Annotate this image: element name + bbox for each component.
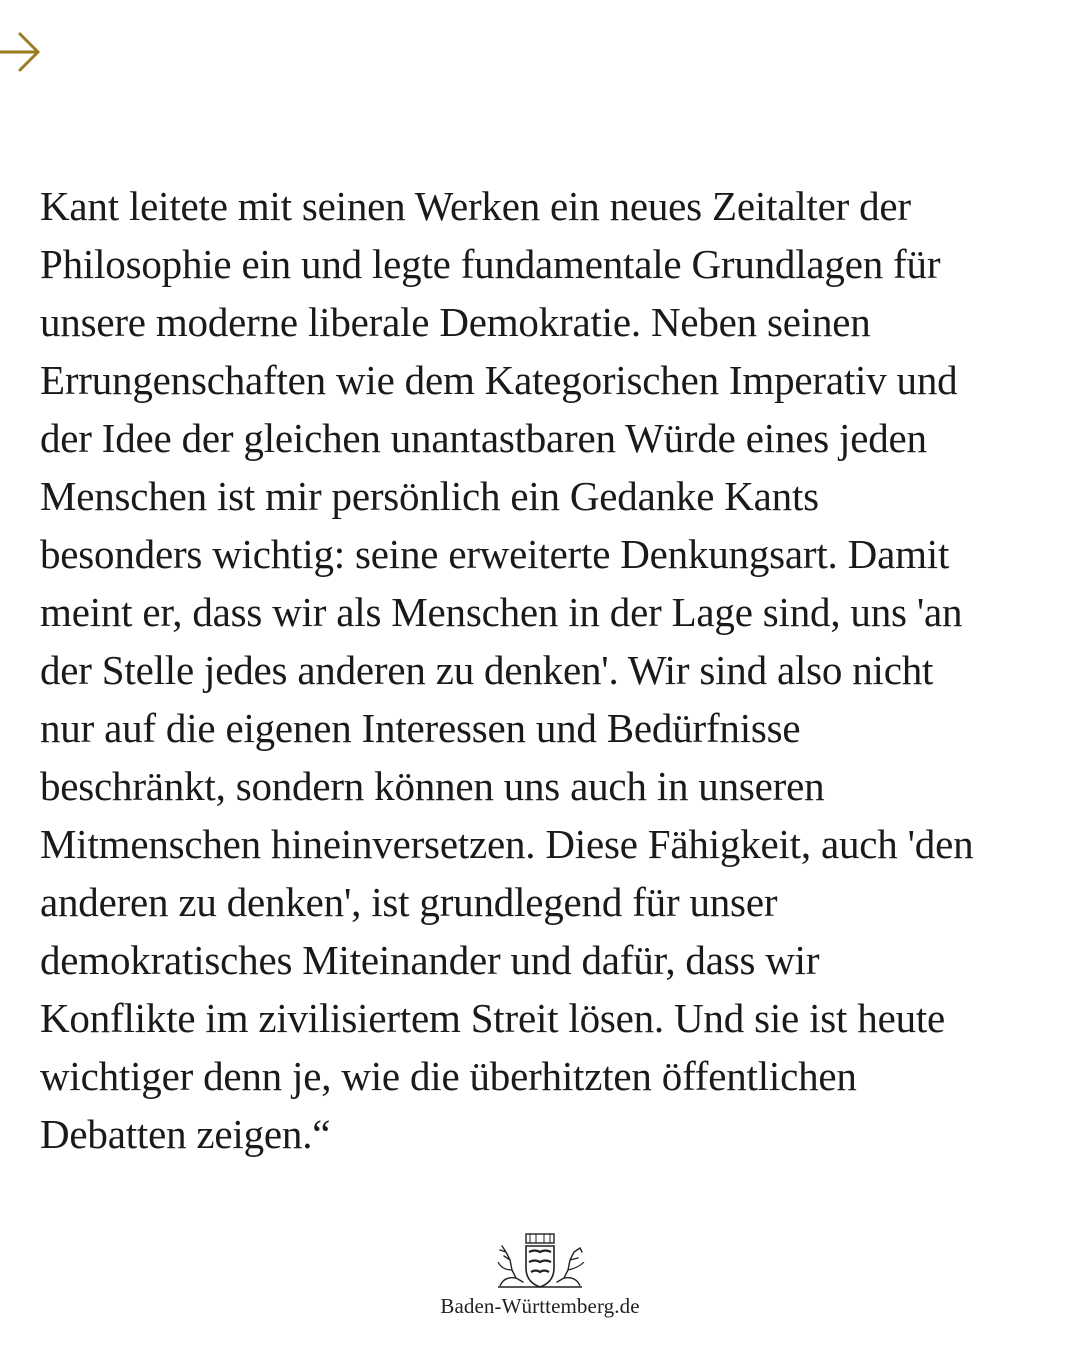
quote-line: unsere moderne liberale Demokratie. Neben seinen bbox=[40, 299, 871, 345]
quote-line: Mitmenschen hineinversetzen. Diese Fähigkeit, auch 'den bbox=[40, 821, 974, 867]
coat-of-arms-icon bbox=[490, 1232, 590, 1290]
quote-line: besonders wichtig: seine erweiterte Denkungsart. Damit bbox=[40, 531, 950, 577]
quote-line: Errungenschaften wie dem Kategorischen Imperativ und bbox=[40, 357, 958, 403]
quote-line: demokratisches Miteinander und dafür, dass wir bbox=[40, 937, 820, 983]
quote-line: Debatten zeigen.“ bbox=[40, 1111, 331, 1157]
quote-line: Kant leitete mit seinen Werken ein neues Zeitalter der bbox=[40, 183, 911, 229]
quote-line: meint er, dass wir als Menschen in der Lage sind, uns 'an bbox=[40, 589, 963, 635]
quote-line: der Idee der gleichen unantastbaren Würde eines jeden bbox=[40, 415, 927, 461]
quote-line: beschränkt, sondern können uns auch in unseren bbox=[40, 763, 825, 809]
quote-line: wichtiger denn je, wie die überhitzten öffentlichen bbox=[40, 1053, 857, 1099]
arrow-right-icon[interactable] bbox=[0, 28, 44, 76]
quote-line: Konflikte im zivilisiertem Streit lösen. Und sie ist heute bbox=[40, 995, 946, 1041]
quote-line: der Stelle jedes anderen zu denken'. Wir sind also nicht bbox=[40, 647, 934, 693]
quote-line: anderen zu denken', ist grundlegend für unser bbox=[40, 879, 778, 925]
footer bbox=[0, 1232, 1080, 1319]
quote-line: Menschen ist mir persönlich ein Gedanke Kants bbox=[40, 473, 819, 519]
quote-line: nur auf die eigenen Interessen und Bedürfnisse bbox=[40, 705, 801, 751]
quote-text bbox=[40, 177, 1050, 1163]
site-name[interactable]: Baden-Württemberg.de bbox=[440, 1294, 640, 1318]
quote-line: Philosophie ein und legte fundamentale Grundlagen für bbox=[40, 241, 941, 287]
